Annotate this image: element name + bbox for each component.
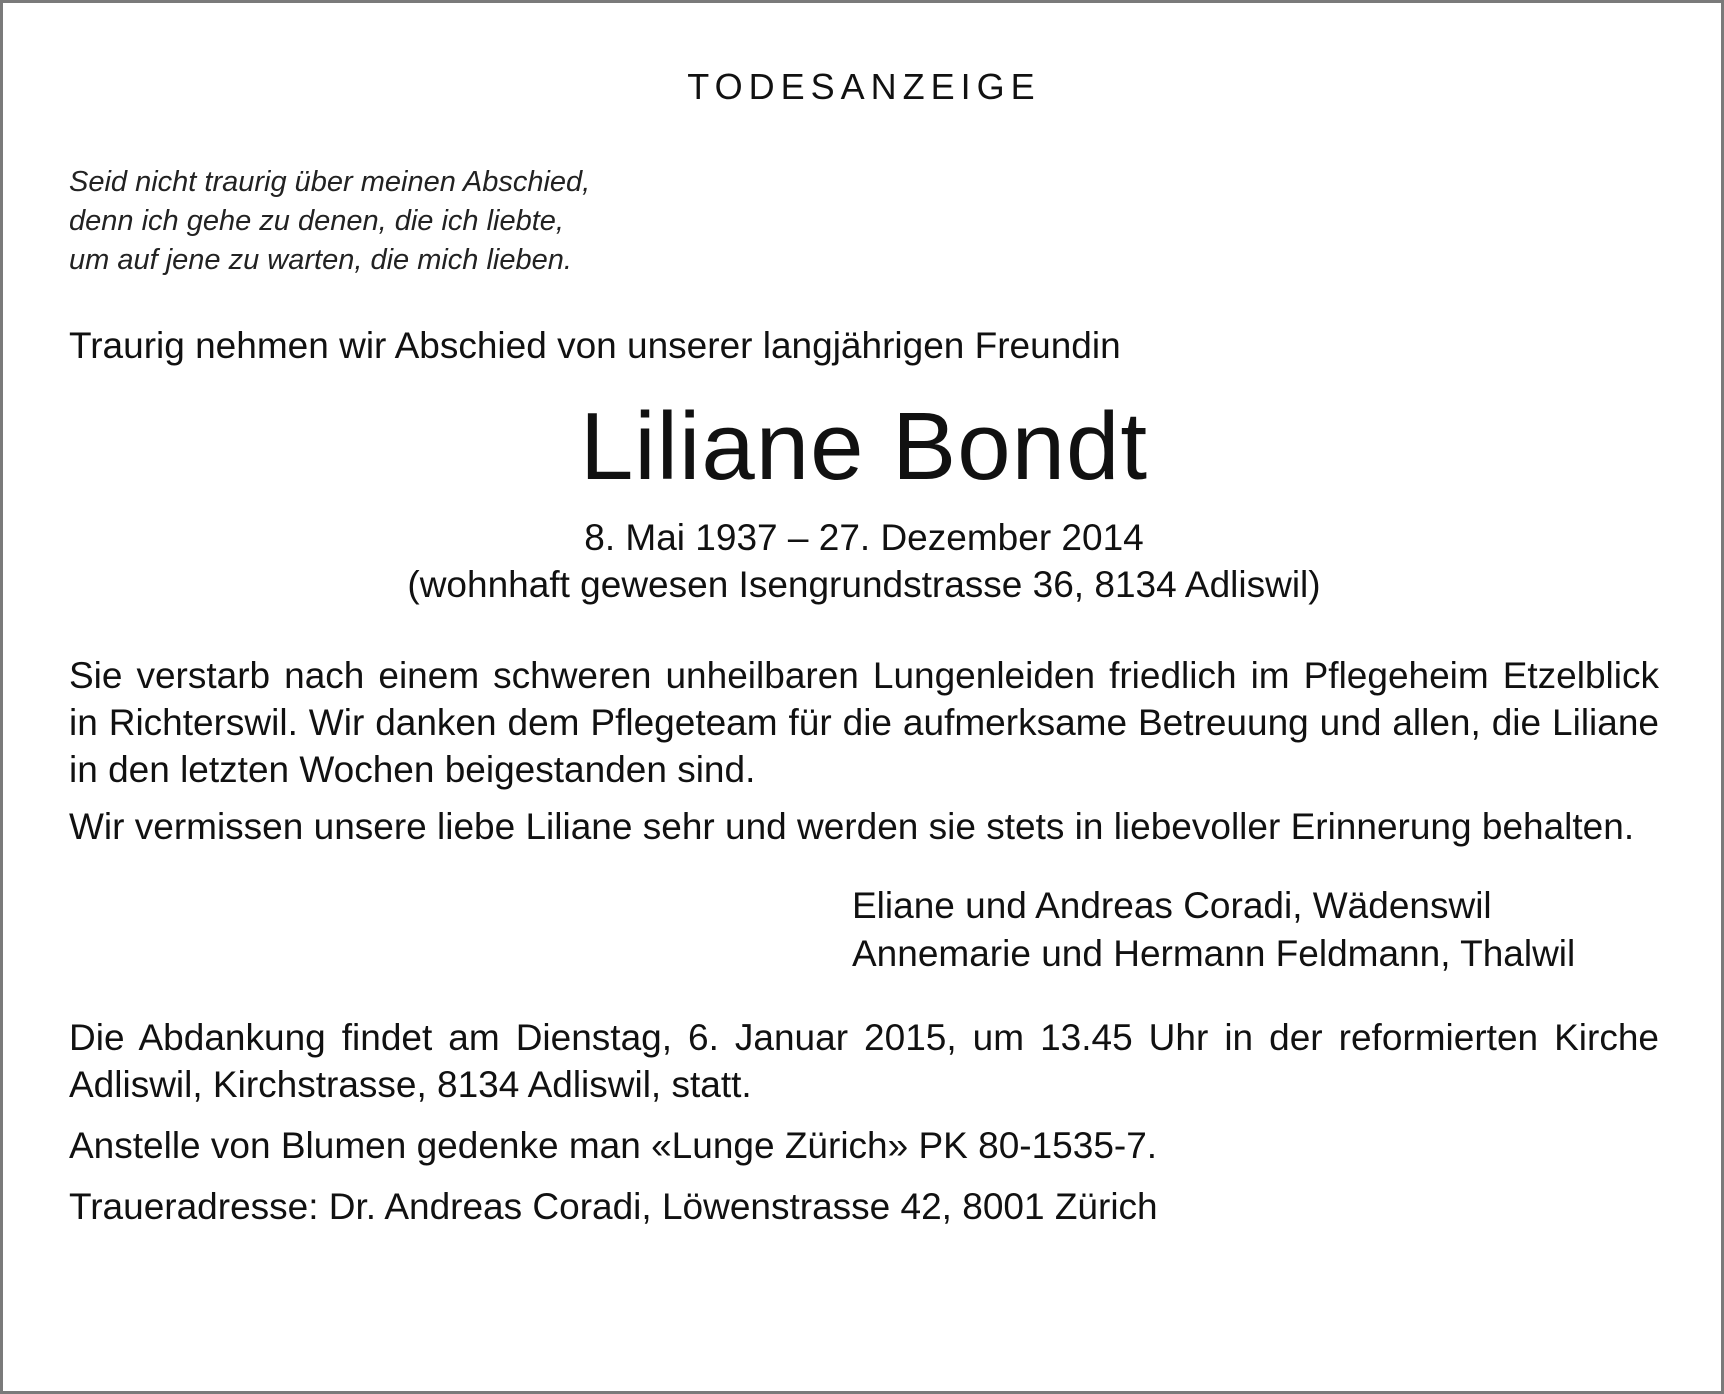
intro-text: Traurig nehmen wir Abschied von unserer langjährigen Freundin: [69, 325, 1121, 366]
mourning-address: Traueradresse: Dr. Andreas Coradi, Löwenstrasse 42, 8001 Zürich: [69, 1186, 1158, 1227]
death-notice: [69, 63, 1659, 1244]
poem-line: um auf jene zu warten, die mich lieben.: [69, 244, 572, 276]
signer: Annemarie und Hermann Feldmann, Thalwil: [852, 933, 1576, 974]
poem: [69, 163, 1659, 280]
body-paragraph: Wir vermissen unsere liebe Liliane sehr und werden sie stets in liebevoller Erinnerung behalten.: [69, 806, 1635, 847]
poem-line: Seid nicht traurig über meinen Abschied,: [69, 166, 591, 198]
funeral-service: Die Abdankung findet am Dienstag, 6. Januar 2015, um 13.45 Uhr in der reformierten Kirche Adliswil, Kirchstrasse, 8134 Adliswil, statt.: [69, 1017, 1659, 1105]
signers: [852, 882, 1659, 978]
service-info: [69, 1014, 1659, 1230]
deceased-name: Liliane Bondt: [579, 393, 1149, 500]
residence: (wohnhaft gewesen Isengrundstrasse 36, 8134 Adliswil): [407, 564, 1321, 605]
notice-body: [69, 652, 1659, 850]
poem-line: denn ich gehe zu denen, die ich liebte,: [69, 205, 564, 237]
body-paragraph: Sie verstarb nach einem schweren unheilbaren Lungenleiden friedlich im Pflegeheim Etzelblick in Richterswil. Wir danken dem Pflegeteam für die aufmerksame Betreuung und allen, die Liliane in den letzten Wochen beigestanden sind.: [69, 655, 1659, 790]
notice-heading: TODESANZEIGE: [687, 66, 1041, 107]
donation-note: Anstelle von Blumen gedenke man «Lunge Zürich» PK 80-1535-7.: [69, 1125, 1158, 1166]
signer: Eliane und Andreas Coradi, Wädenswil: [852, 885, 1492, 926]
life-dates: 8. Mai 1937 – 27. Dezember 2014: [584, 517, 1144, 558]
